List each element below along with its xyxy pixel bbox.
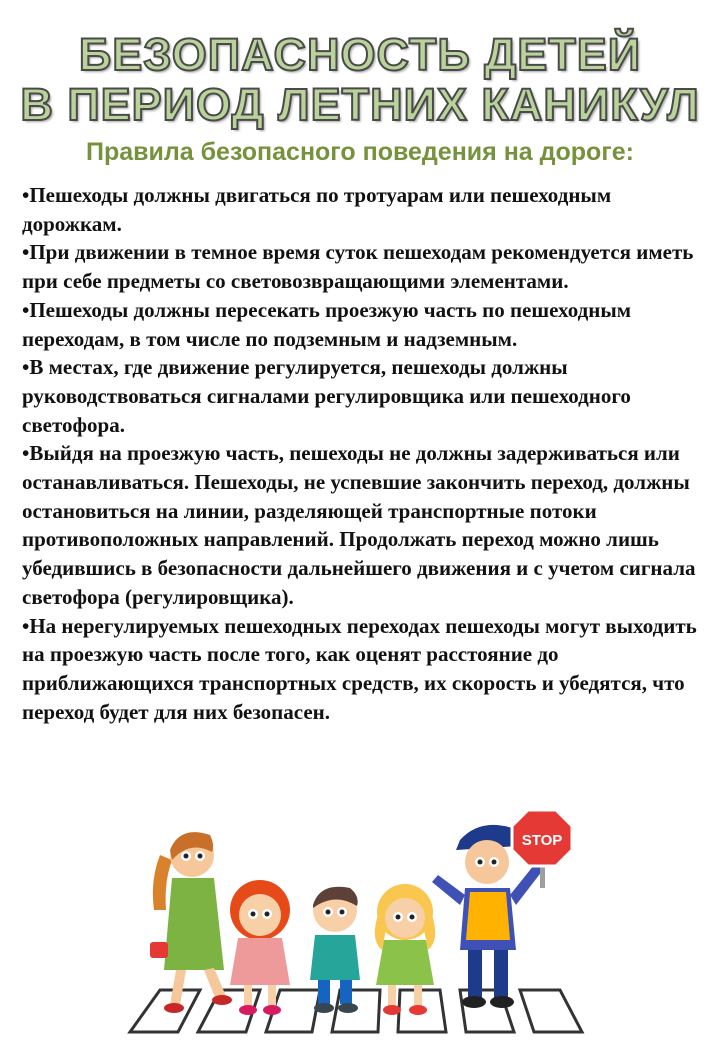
rule-item: •В местах, где движение регулируется, пешеходы должны руководствоваться сигналами регулировщика или пешеходного светофора.	[22, 355, 631, 437]
mother-figure	[150, 832, 232, 1013]
stop-sign-label: STOP	[521, 832, 563, 849]
stop-sign-icon	[512, 810, 572, 888]
section-subtitle: Правила безопасного поведения на дороге:	[86, 138, 634, 166]
children-crossing-illustration	[120, 800, 600, 1035]
page-title	[0, 30, 720, 130]
rules-list	[22, 181, 712, 726]
rule-item: •Выйдя на проезжую часть, пешеходы не должны задерживаться или останавливаться. Пешеходы, не успевшие закончить переход, должны остановиться на линии, разделяющей транспортные потоки противоположных направлений. Продолжать переход можно лишь убедившись в безопасности дальнейшего движения и с учетом сигнала светофора (регулировщика).	[22, 441, 696, 609]
title-line-1: БЕЗОПАСНОСТЬ ДЕТЕЙ	[78, 29, 642, 80]
rule-item: •Пешеходы должны пересекать проезжую часть по пешеходным переходам, в том числе по подземным и надземным.	[22, 297, 632, 351]
title-line-2: В ПЕРИОД ЛЕТНИХ КАНИКУЛ	[20, 79, 700, 130]
rule-item: •При движении в темное время суток пешеходам рекомендуется иметь при себе предметы со световозвращающими элементами.	[22, 240, 694, 294]
rule-item: •Пешеходы должны двигаться по тротуарам или пешеходным дорожкам.	[22, 183, 612, 236]
rule-item: •На нерегулируемых пешеходных переходах пешеходы могут выходить на проезжую часть после того, как оценят расстояние до приближающихся транспортных средств, их скорость и убедятся, что переход будет для них безопасен.	[22, 613, 697, 724]
